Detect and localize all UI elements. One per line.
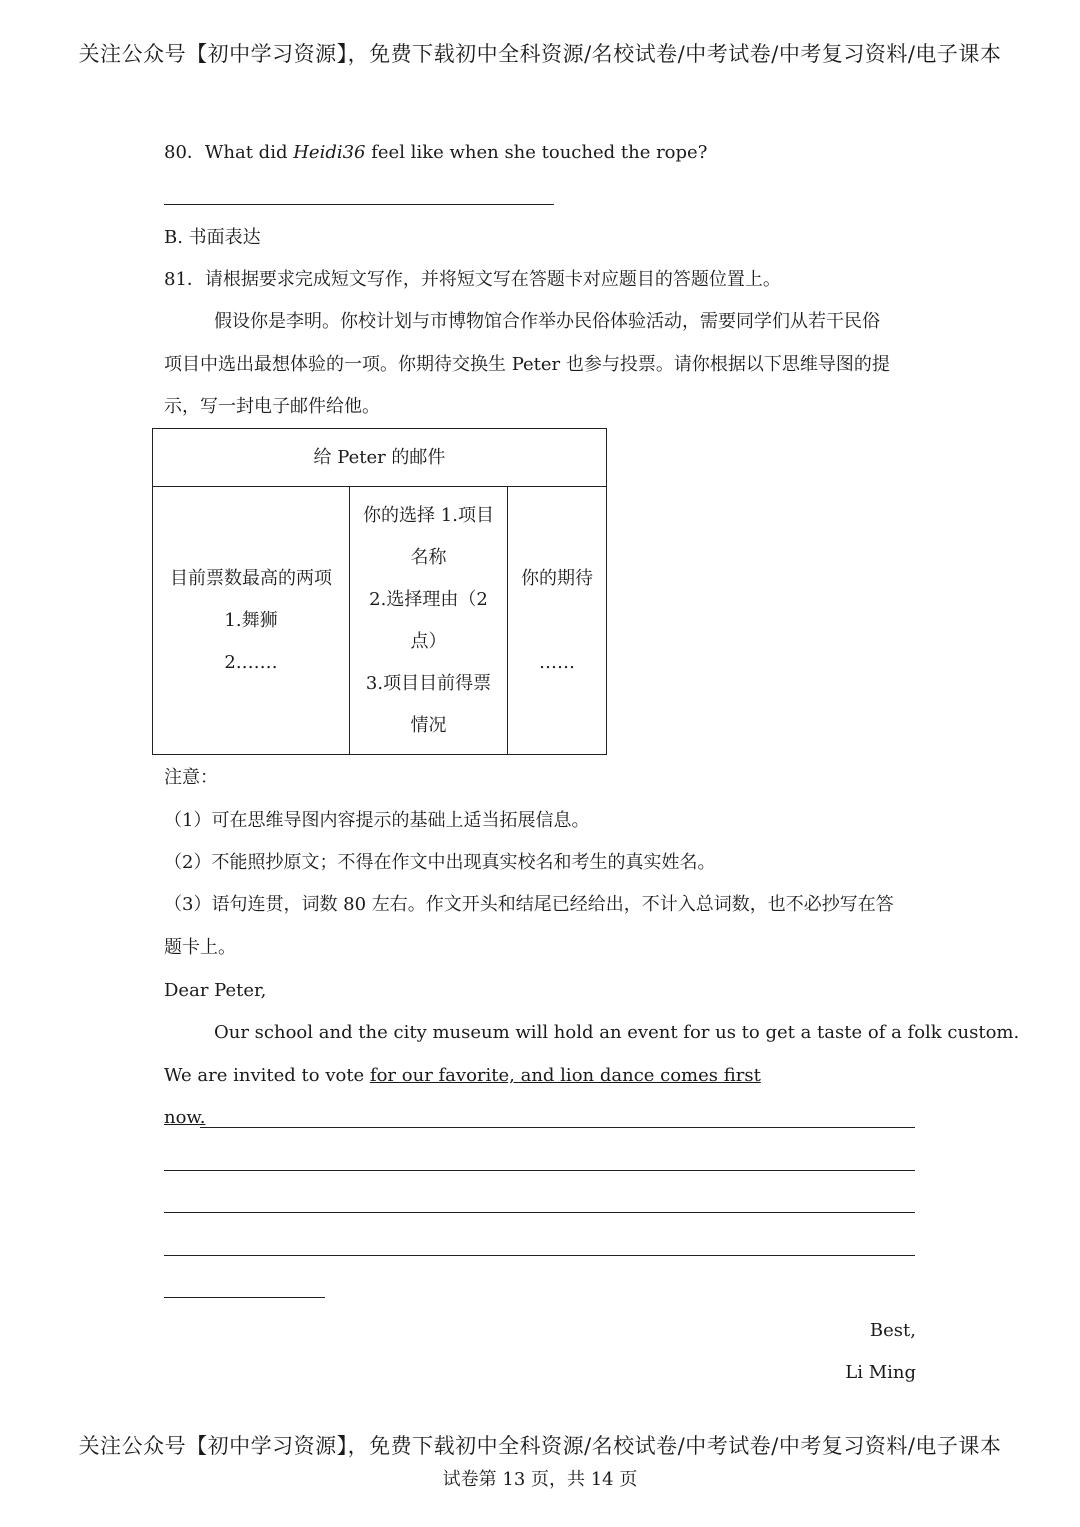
notes-heading: 注意： (164, 767, 218, 788)
question-80-text-before: What did (204, 142, 294, 163)
question-81-number: 81． (164, 269, 205, 290)
letter-closing: Best, (869, 1320, 916, 1341)
letter-line: Our school and the city museum will hold an event for us to get a taste of a folk custom. (214, 1022, 1020, 1043)
note-item: 题卡上。 (164, 937, 236, 958)
mindmap-text: 2.…… (224, 651, 278, 673)
writing-line[interactable] (200, 1127, 915, 1128)
writing-line[interactable] (164, 1170, 915, 1171)
mindmap-title: 给 Peter 的邮件 (153, 429, 607, 487)
question-80-name: Heidi36 (293, 142, 366, 163)
mindmap-text: 名称 (410, 546, 447, 568)
writing-line[interactable] (164, 1297, 325, 1298)
letter-greeting: Dear Peter, (164, 980, 267, 1001)
note-item: （3）语句连贯，词数 80 左右。作文开头和结尾已经给出，不计入总词数，也不必抄写在答 (164, 894, 894, 915)
note-item: （1）可在思维导图内容提示的基础上适当拓展信息。 (164, 810, 590, 831)
section-b-title: B. 书面表达 (164, 227, 261, 248)
prompt-line: 项目中选出最想体验的一项。你期待交换生 Peter 也参与投票。请你根据以下思维导图的提 (164, 354, 890, 375)
letter-signature: Li Ming (845, 1362, 916, 1383)
question-80 (164, 141, 707, 165)
mindmap-text: …… (539, 651, 575, 673)
question-80-text-after: feel like when she touched the rope? (365, 142, 708, 163)
letter-line-underlined: for our favorite, and lion dance comes first (369, 1065, 761, 1086)
writing-line[interactable] (164, 1255, 915, 1256)
mindmap-text: 2.选择理由（2 (369, 588, 488, 610)
promo-banner-top: 关注公众号【初中学习资源】，免费下载初中全科资源/名校试卷/中考试卷/中考复习资料/电子课本 (78, 42, 1002, 66)
mindmap-text: 1.舞狮 (224, 609, 278, 631)
mindmap-text: 点） (410, 630, 447, 652)
question-81 (164, 268, 781, 292)
mindmap-text: 情况 (410, 714, 447, 736)
mindmap-text: 你的选择 1.项目 (363, 504, 494, 526)
question-80-number: 80． (164, 142, 205, 163)
mindmap-col-expectation (508, 487, 607, 755)
letter-line (164, 1064, 761, 1088)
page-number: 试卷第 13 页，共 14 页 (442, 1469, 638, 1490)
mindmap-text: 3.项目目前得票 (365, 672, 492, 694)
mindmap-text: 你的期待 (521, 567, 593, 589)
prompt-line: 示，写一封电子邮件给他。 (164, 396, 380, 417)
question-81-instruction: 请根据要求完成短文写作，并将短文写在答题卡对应题目的答题位置上。 (204, 269, 781, 290)
letter-line-plain: We are invited to vote (164, 1065, 370, 1086)
letter-line-now: now. (164, 1107, 206, 1128)
prompt-line: 假设你是李明。你校计划与市博物馆合作举办民俗体验活动，需要同学们从若干民俗 (214, 311, 880, 332)
note-item: （2）不能照抄原文；不得在作文中出现真实校名和考生的真实姓名。 (164, 852, 716, 873)
mindmap-text: 目前票数最高的两项 (170, 567, 332, 589)
promo-banner-bottom: 关注公众号【初中学习资源】，免费下载初中全科资源/名校试卷/中考试卷/中考复习资料/电子课本 (78, 1434, 1002, 1458)
answer-line-80[interactable] (164, 204, 554, 205)
mindmap-table (152, 428, 607, 755)
mindmap-col-top-votes (153, 487, 350, 755)
mindmap-col-your-choice (350, 487, 508, 755)
writing-line[interactable] (164, 1212, 915, 1213)
